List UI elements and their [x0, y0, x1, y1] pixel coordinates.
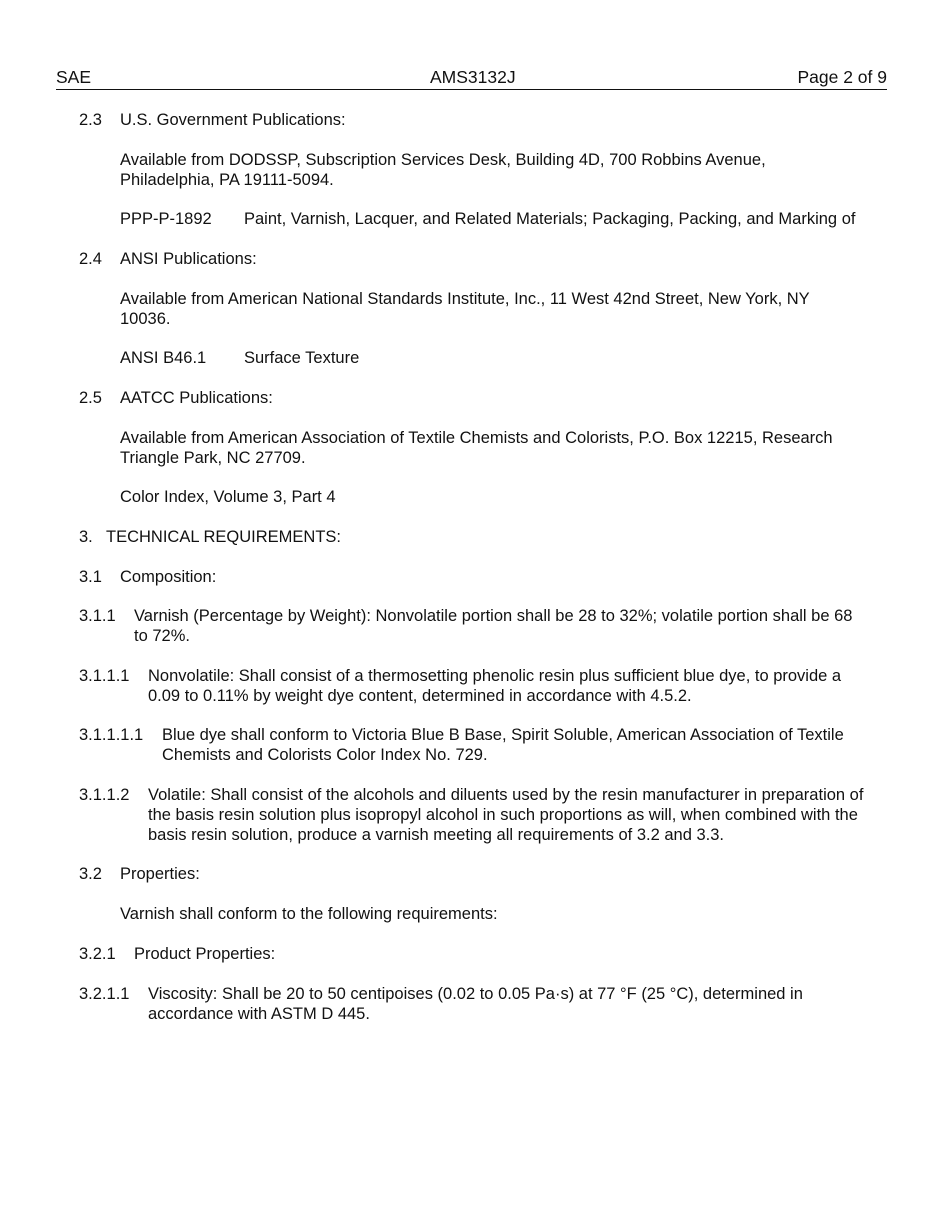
section-3-1-1-2-text: Volatile: Shall consist of the alcohols and diluents used by the resin manufacturer in preparation of the basis resin solution plus isopropyl alcohol in such proportions as will, when combined with the basis resin solution, produce a varnish meeting all requirements of 3.2 and 3.3.	[148, 786, 864, 844]
section-2-4-availability: Available from American National Standards Institute, Inc., 11 West 42nd Street, New York, NY 10036.	[120, 290, 810, 328]
section-number: 2.3	[79, 111, 102, 129]
reference-title: Paint, Varnish, Lacquer, and Related Materials; Packaging, Packing, and Marking of	[244, 210, 856, 228]
section-2-5-availability: Available from American Association of Textile Chemists and Colorists, P.O. Box 12215, Research Triangle Park, NC 27709.	[120, 429, 833, 467]
section-title: ANSI Publications:	[120, 250, 257, 268]
page-header	[56, 67, 887, 90]
section-3-2-text: Varnish shall conform to the following requirements:	[120, 905, 498, 923]
section-3-1-1-1-1-number: 3.1.1.1.1	[79, 726, 144, 744]
header-page-number: Page 2 of 9	[797, 67, 887, 87]
reference-title: Surface Texture	[244, 349, 360, 367]
section-2-5-reference: Color Index, Volume 3, Part 4	[120, 488, 336, 506]
section-title: U.S. Government Publications:	[120, 111, 346, 129]
section-number: 2.5	[79, 389, 102, 407]
section-3-1-1-text: Varnish (Percentage by Weight): Nonvolatile portion shall be 28 to 32%; volatile portion shall be 68 to 72%.	[134, 607, 853, 645]
section-number: 3.2	[79, 865, 102, 883]
section-title: AATCC Publications:	[120, 389, 273, 407]
section-2-3-availability: Available from DODSSP, Subscription Services Desk, Building 4D, 700 Robbins Avenue, Philadelphia, PA 19111-5094.	[120, 151, 766, 189]
section-3-1-1-2-number: 3.1.1.2	[79, 786, 130, 804]
reference-code: ANSI B46.1	[120, 349, 207, 367]
section-3-1-1-1-number: 3.1.1.1	[79, 667, 130, 685]
section-number: 2.4	[79, 250, 102, 268]
section-title: TECHNICAL REQUIREMENTS:	[106, 528, 341, 546]
section-title: Composition:	[120, 568, 217, 586]
section-3-1-1-1-1-text: Blue dye shall conform to Victoria Blue B Base, Spirit Soluble, American Association of Textile Chemists and Colorists Color Index No. 729.	[162, 726, 844, 764]
section-title: Properties:	[120, 865, 200, 883]
section-3-2-1-1-number: 3.2.1.1	[79, 985, 130, 1003]
reference-code: PPP-P-1892	[120, 210, 212, 228]
section-title: Product Properties:	[134, 945, 276, 963]
section-3-1-1-1-text: Nonvolatile: Shall consist of a thermosetting phenolic resin plus sufficient blue dye, to provide a 0.09 to 0.11% by weight dye content, determined in accordance with 4.5.2.	[148, 667, 842, 705]
section-number: 3.2.1	[79, 945, 116, 963]
header-org: SAE	[56, 67, 92, 87]
section-number: 3.1	[79, 568, 102, 586]
section-3-2-1-1-text: Viscosity: Shall be 20 to 50 centipoises (0.02 to 0.05 Pa·s) at 77 °F (25 °C), determined in accordance with ASTM D 445.	[148, 985, 803, 1023]
section-number: 3.	[79, 528, 93, 546]
header-doc-number: AMS3132J	[430, 67, 516, 87]
section-3-1-1-number: 3.1.1	[79, 607, 116, 625]
